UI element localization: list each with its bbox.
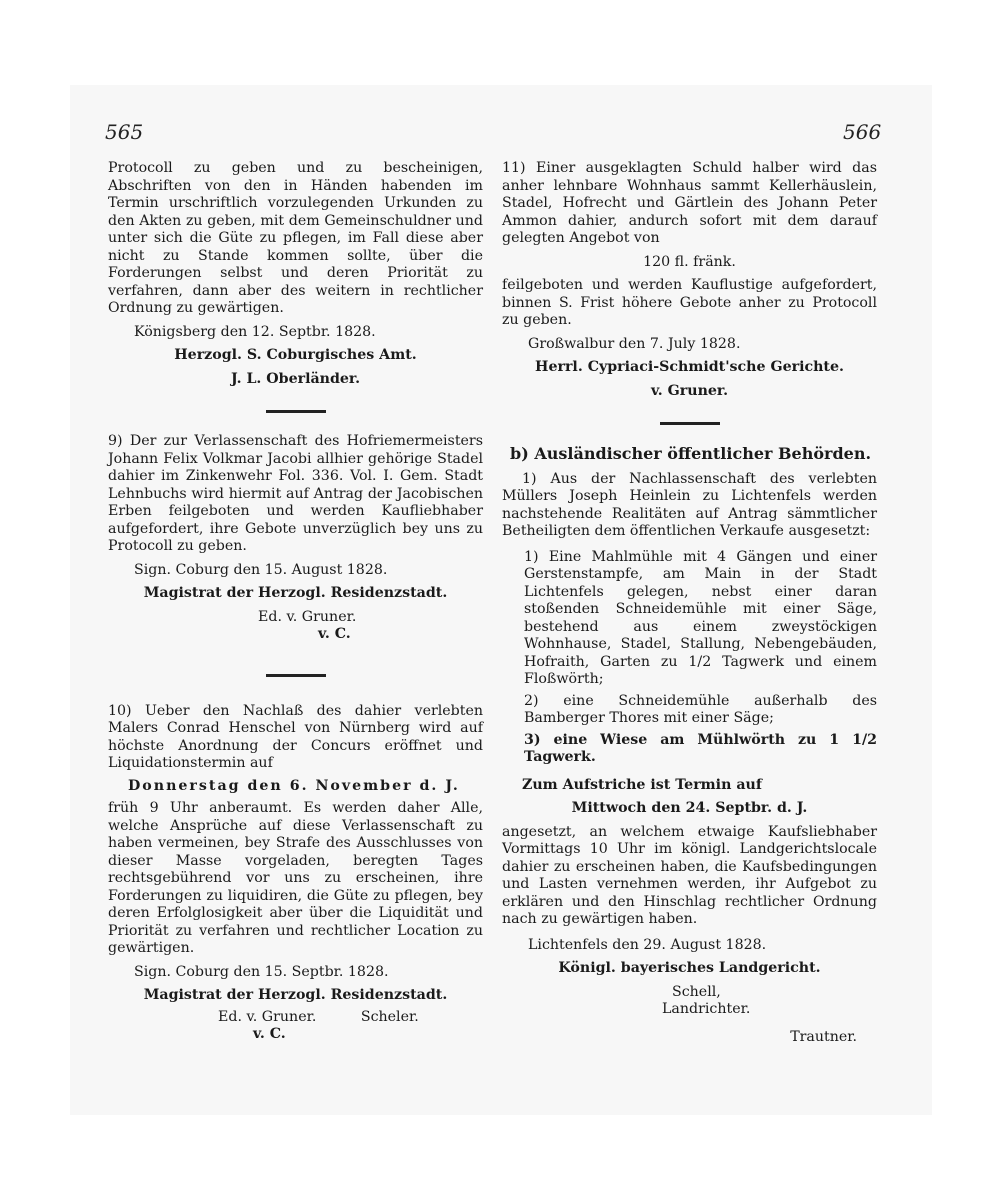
notice-11-amount: 120 fl. fränk. bbox=[643, 253, 736, 270]
notice-11 bbox=[502, 160, 877, 400]
notice-11-place-date: Großwalbur den 7. July 1828. bbox=[528, 335, 741, 352]
notice-10-authority: Magistrat der Herzogl. Residenzstadt. bbox=[143, 987, 448, 1003]
right-column bbox=[502, 160, 877, 1046]
notice-b1 bbox=[502, 471, 877, 1047]
notice-b1-item-3: 3) eine Wiese am Mühlwörth zu 1 1/2 Tagwerk. bbox=[524, 731, 877, 765]
notice-b1-text-2: angesetzt, an welchem etwaige Kaufsliebhaber Vormittags 10 Uhr im königl. Landgerichtslocale dahier zu erscheinen haben, die Kaufsbedingungen und Lasten vernehmen werden, ihr Aufgebot zu erklären und den Hinschlag rechtlicher Ordnung nach zu gewärtigen haben. bbox=[502, 823, 877, 927]
notice-9-signer-note: v. C. bbox=[318, 626, 351, 642]
separator-rule bbox=[266, 410, 326, 413]
notice-8-authority: Herzogl. S. Coburgisches Amt. bbox=[174, 347, 417, 363]
notice-10-place-date: Sign. Coburg den 15. Septbr. 1828. bbox=[134, 963, 389, 980]
notice-10-signer: Ed. v. Gruner. bbox=[218, 1008, 317, 1025]
notice-b1-item-1: 1) Eine Mahlmühle mit 4 Gängen und einer Gerstenstampfe, am Main in der Stadt Lichtenfels gelegen, nebst einer daran stoßenden Schneidemühle mit einer Säge, bestehend aus einem zweystöckigen Wohnhause, Stadel, Stallung, Nebengebäuden, Hofraith, Garten zu 1/2 Tagwerk und einem Floßwörth; bbox=[524, 548, 877, 687]
notice-b1-intro: 1) Aus der Nachlassenschaft des verlebten Müllers Joseph Heinlein zu Lichtenfels werden nachstehende Realitäten auf Antrag sämmtlicher Betheiligten dem öffentlichen Verkaufe ausgesetzt: bbox=[502, 470, 877, 539]
notice-b1-term-line: Zum Aufstriche ist Termin auf bbox=[522, 776, 762, 793]
notice-10-signer-note: v. C. bbox=[253, 1026, 286, 1042]
notice-b1-signer-title: Landrichter. bbox=[662, 1001, 751, 1017]
notice-8 bbox=[108, 160, 483, 388]
right-page-number: 566 bbox=[843, 120, 882, 144]
notice-11-text-2: feilgeboten und werden Kauflustige aufgefordert, binnen S. Frist höhere Gebote anher zu Protocoll zu geben. bbox=[502, 277, 877, 328]
notice-8-place-date: Königsberg den 12. Septbr. 1828. bbox=[134, 323, 376, 340]
notice-b1-signer: Schell, bbox=[672, 983, 721, 1000]
notice-9-authority: Magistrat der Herzogl. Residenzstadt. bbox=[143, 585, 448, 601]
notice-10-text: 10) Ueber den Nachlaß des dahier verlebten Malers Conrad Henschel von Nürnberg wird auf höchste Anordnung der Concurs eröffnet und Liquidationstermin auf bbox=[108, 702, 483, 771]
left-page-number: 565 bbox=[105, 120, 144, 144]
notice-10-text-2: früh 9 Uhr anberaumt. Es werden daher Alle, welche Ansprüche auf diese Verlassenschaft zu haben vermeinen, bey Strafe des Ausschlusses von dieser Masse vorgeladen, beregten Tages rechtsgebührend vor uns zu erscheinen, ihre Forderungen zu liquidiren, die Güte zu pflegen, bey deren Erfolglosigkeit aber über die Liquidität und Priorität zu verfahren und rechtlicher Location zu gewärtigen. bbox=[108, 800, 483, 956]
notice-9-text: 9) Der zur Verlassenschaft des Hofriemermeisters Johann Felix Volkmar Jacobi allhier gehörige Stadel dahier im Zinkenwehr Fol. 336. Vol. I. Gem. Stadt Lehnbuchs wird hiermit auf Antrag der Jacobischen Erben feilgeboten und werden Kaufliebhaber aufgefordert, ihre Gebote unverzüglich bey uns zu Protocoll zu geben. bbox=[108, 433, 483, 554]
notice-11-authority: Herrl. Cypriaci-Schmidt'sche Gerichte. bbox=[535, 359, 844, 375]
notice-9-signer: Ed. v. Gruner. bbox=[258, 608, 357, 625]
notice-8-signer: J. L. Oberländer. bbox=[230, 370, 361, 387]
notice-b1-item-2: 2) eine Schneidemühle außerhalb des Bamberger Thores mit einer Säge; bbox=[524, 692, 877, 726]
notice-b1-signer-2: Trautner. bbox=[790, 1028, 857, 1045]
notice-10-date-line: Donnerstag den 6. November d. J. bbox=[128, 777, 460, 794]
notice-11-text: 11) Einer ausgeklagten Schuld halber wird das anher lehnbare Wohnhaus sammt Kellerhäuslein, Stadel, Hofrecht und Gärtlein des Johann Peter Ammon dahier, andurch sofort mit dem darauf gelegten Angebot von bbox=[502, 160, 877, 246]
section-heading: b) Ausländischer öffentlicher Behörden. bbox=[510, 444, 872, 463]
notice-b1-date-line: Mittwoch den 24. Septbr. d. J. bbox=[571, 800, 808, 816]
notice-11-signer: v. Gruner. bbox=[650, 382, 729, 399]
separator-rule bbox=[266, 674, 326, 677]
separator-rule bbox=[660, 422, 720, 425]
notice-9 bbox=[108, 433, 483, 644]
notice-10-signer-2: Scheler. bbox=[360, 1008, 419, 1025]
notice-b1-place-date: Lichtenfels den 29. August 1828. bbox=[528, 936, 767, 953]
notice-8-text: Protocoll zu geben und zu bescheinigen, Abschriften von den in Händen habenden im Termin urschriftlich vorzulegenden Urkunden zu den Akten zu geben, mit dem Gemeinschuldner und unter sich die Güte zu pflegen, im Fall diese aber nicht zu Stande kommen sollte, über die Forderungen selbst und deren Priorität zu verfahren, dann aber des weitern in rechtlicher Ordnung zu gewärtigen. bbox=[108, 160, 483, 316]
notice-10 bbox=[108, 703, 483, 1044]
notice-9-place-date: Sign. Coburg den 15. August 1828. bbox=[134, 561, 388, 578]
left-column bbox=[108, 160, 483, 1044]
notice-b1-authority: Königl. bayerisches Landgericht. bbox=[558, 960, 821, 976]
